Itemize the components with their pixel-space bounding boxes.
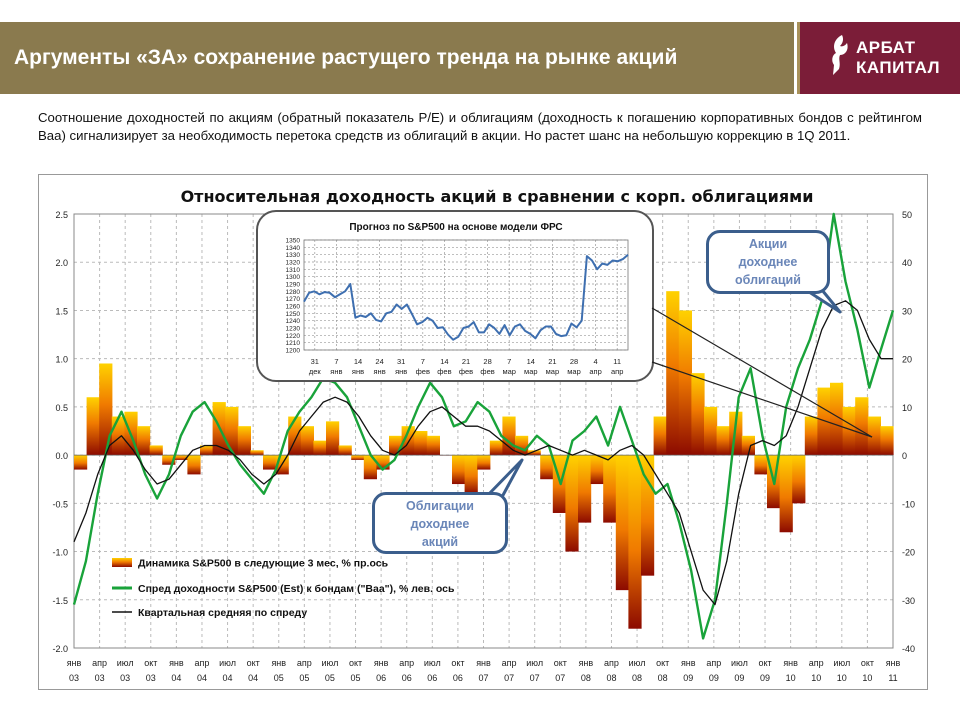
x-tick-month: июл	[423, 658, 441, 668]
inset-pointer-line	[652, 362, 872, 437]
inset-y-tick-label: 1240	[285, 318, 300, 326]
x-tick-month: янв	[783, 658, 798, 668]
inset-x-tick-day: 14	[353, 357, 363, 366]
x-tick-month: апр	[296, 658, 312, 668]
x-tick-year: 10	[836, 673, 847, 683]
inset-x-tick-month: мар	[545, 367, 560, 376]
x-tick-year: 06	[452, 673, 463, 683]
inset-x-tick-day: 7	[507, 357, 512, 366]
left-tick-label: -1.5	[52, 595, 68, 606]
x-tick-month: июл	[628, 658, 646, 668]
inset-x-tick-month: мар	[524, 367, 538, 376]
inset-title: Прогноз по S&P500 на основе модели ФРС	[349, 222, 563, 233]
x-tick-year: 09	[734, 673, 745, 683]
inset-x-tick-day: 28	[569, 357, 579, 366]
inset-x-tick-month: фев	[415, 367, 430, 376]
inset-x-tick-day: 28	[483, 357, 492, 366]
x-tick-year: 11	[888, 673, 898, 683]
inset-y-tick-label: 1250	[285, 310, 300, 318]
x-tick-month: окт	[348, 658, 363, 668]
inset-y-tick-label: 1320	[285, 259, 300, 267]
callout-line: акций	[421, 535, 459, 549]
x-tick-month: июл	[526, 658, 544, 668]
inset-x-tick-month: янв	[330, 367, 343, 376]
inset-x-tick-month: янв	[373, 367, 386, 376]
x-tick-year: 05	[273, 673, 284, 683]
logo-text-bottom: КАПИТАЛ	[856, 58, 941, 77]
inset-y-tick-label: 1310	[285, 266, 300, 274]
right-tick-label: -30	[902, 595, 916, 606]
x-tick-year: 05	[350, 673, 361, 683]
left-tick-label: -1.0	[52, 547, 68, 558]
inset-x-tick-day: 7	[334, 357, 339, 366]
inset-x-tick-day: 21	[461, 357, 471, 366]
right-tick-label: 50	[902, 210, 913, 220]
inset-y-tick-label: 1300	[285, 274, 300, 282]
x-tick-year: 09	[708, 673, 719, 683]
x-tick-year: 09	[683, 673, 694, 683]
inset-x-tick-day: 14	[526, 357, 535, 366]
x-tick-year: 03	[68, 673, 80, 683]
right-tick-label: 40	[902, 258, 913, 269]
x-tick-year: 07	[529, 673, 540, 683]
x-tick-month: окт	[656, 658, 670, 668]
inset-x-tick-day: 31	[397, 357, 406, 366]
x-tick-month: апр	[706, 658, 722, 668]
left-tick-label: 1.0	[55, 354, 68, 365]
x-tick-month: апр	[92, 658, 108, 668]
callout-line: Облигации	[406, 499, 474, 513]
x-tick-year: 03	[120, 673, 131, 683]
left-tick-label: -2.0	[52, 644, 68, 654]
x-tick-year: 06	[427, 673, 438, 683]
inset-y-tick-label: 1230	[285, 325, 300, 333]
logo-text-top: АРБАТ	[856, 38, 916, 57]
right-tick-label: -20	[902, 547, 916, 558]
inset-y-tick-label: 1330	[285, 252, 300, 260]
x-tick-month: янв	[885, 658, 901, 668]
x-tick-year: 07	[555, 673, 566, 683]
x-tick-year: 10	[811, 673, 822, 683]
x-tick-year: 08	[657, 673, 668, 683]
x-tick-month: апр	[501, 658, 517, 668]
x-tick-year: 08	[580, 673, 591, 683]
inset-pointer-line	[652, 308, 872, 437]
x-tick-year: 04	[171, 673, 182, 683]
x-tick-year: 10	[785, 673, 796, 683]
right-tick-label: 0	[902, 451, 908, 462]
x-tick-year: 04	[248, 673, 259, 683]
right-tick-label: 10	[902, 402, 913, 413]
x-tick-year: 08	[606, 673, 617, 683]
inset-x-tick-day: 11	[613, 357, 622, 366]
x-tick-month: янв	[578, 658, 594, 668]
inset-x-tick-day: 21	[548, 357, 557, 366]
inset-y-tick-label: 1350	[285, 237, 300, 245]
x-tick-year: 07	[478, 673, 489, 683]
inset-y-tick-label: 1210	[285, 340, 300, 348]
right-tick-label: -40	[902, 644, 916, 654]
legend-label-spread: Спред доходности S&P500 (Est) к бондам ("Baa"), % лев. ось	[138, 583, 455, 595]
inset-x-tick-day: 7	[420, 357, 425, 366]
inset-y-tick-label: 1340	[285, 244, 300, 252]
left-tick-label: 2.0	[55, 258, 68, 269]
callout-line: Акции	[748, 237, 788, 251]
x-tick-year: 08	[632, 673, 643, 683]
x-tick-month: апр	[399, 658, 415, 668]
callout-line: доходнее	[410, 517, 470, 531]
inset-x-tick-day: 24	[375, 357, 384, 366]
x-tick-month: июл	[731, 658, 748, 668]
inset-x-tick-month: фев	[437, 367, 452, 376]
x-tick-month: июл	[116, 658, 134, 668]
inset-x-tick-month: апр	[589, 367, 602, 376]
inset-y-tick-label: 1290	[285, 281, 300, 289]
x-tick-month: апр	[604, 658, 619, 668]
x-tick-year: 03	[94, 673, 105, 683]
right-tick-label: 20	[902, 354, 913, 365]
left-tick-label: 2.5	[55, 210, 68, 220]
inset-y-tick-label: 1280	[285, 288, 300, 296]
x-tick-month: окт	[246, 658, 260, 668]
x-tick-month: янв	[373, 658, 389, 668]
inset-y-tick-label: 1220	[285, 332, 300, 340]
callout-bonds-yield-more	[372, 492, 508, 554]
inset-x-tick-month: янв	[395, 367, 408, 376]
inset-x-tick-day: 31	[310, 357, 319, 366]
x-tick-month: окт	[144, 658, 158, 668]
inset-x-tick-month: фев	[458, 367, 474, 376]
description-text: Соотношение доходностей по акциям (обратный показатель P/E) и облигациям (доходность к погашению корпоративных бондов с рейтингом Baa) сигнализирует за необходимость перетока средств из облигаций в акции. Но растет шанс на небольшую коррекцию в 1Q 2011.	[38, 110, 922, 143]
inset-x-tick-day: 4	[593, 357, 598, 366]
x-tick-year: 03	[145, 673, 156, 683]
left-tick-label: -0.5	[52, 499, 68, 510]
x-tick-month: окт	[451, 658, 465, 668]
x-tick-year: 05	[299, 673, 310, 683]
x-tick-month: окт	[553, 658, 567, 668]
x-tick-year: 10	[862, 673, 873, 683]
x-tick-month: окт	[860, 658, 874, 668]
x-tick-year: 06	[376, 673, 387, 683]
inset-x-tick-month: мар	[502, 367, 516, 376]
inset-x-tick-day: 14	[440, 357, 449, 366]
right-tick-label: 30	[902, 306, 913, 317]
x-tick-year: 05	[324, 673, 335, 683]
x-tick-month: янв	[271, 658, 287, 668]
callout-stocks-yield-more	[706, 230, 830, 294]
x-tick-month: янв	[66, 658, 82, 668]
x-tick-year: 06	[401, 673, 412, 683]
right-tick-label: -10	[902, 499, 916, 510]
chart-title: Относительная доходность акций в сравнении с корп. облигациями	[180, 187, 814, 206]
x-tick-year: 04	[196, 673, 207, 683]
inset-x-tick-month: янв	[351, 367, 365, 376]
inset-y-tick-label: 1260	[285, 303, 300, 311]
legend-label-avg: Квартальная средняя по спреду	[138, 607, 308, 619]
callout-line: доходнее	[738, 255, 798, 269]
legend-label-bars: Динамика S&P500 в следующие 3 мес, % пр.ось	[138, 557, 389, 570]
x-tick-year: 07	[504, 673, 515, 683]
inset-y-tick-label: 1270	[285, 296, 300, 304]
inset-x-tick-month: фев	[480, 367, 495, 376]
x-tick-month: апр	[194, 658, 210, 668]
left-tick-label: 1.5	[55, 306, 68, 317]
x-tick-month: янв	[476, 658, 491, 668]
x-tick-month: июл	[321, 658, 339, 668]
x-tick-month: июл	[219, 658, 236, 668]
inset-x-tick-month: мар	[567, 367, 581, 376]
callout-line: облигаций	[735, 273, 801, 287]
x-tick-month: окт	[758, 658, 772, 668]
inset-x-tick-month: апр	[610, 367, 624, 376]
x-tick-year: 04	[222, 673, 233, 683]
inset-y-tick-label: 1200	[285, 347, 300, 355]
x-tick-month: апр	[808, 658, 824, 668]
left-tick-label: 0.5	[55, 402, 68, 413]
x-tick-month: янв	[169, 658, 184, 668]
inset-x-tick-month: дек	[308, 367, 321, 376]
x-tick-year: 09	[760, 673, 771, 683]
x-tick-month: июл	[833, 658, 851, 668]
left-tick-label: 0.0	[55, 451, 68, 462]
x-tick-month: янв	[680, 658, 696, 668]
page-title: Аргументы «ЗА» сохранение растущего тренда на рынке акций	[14, 46, 678, 69]
